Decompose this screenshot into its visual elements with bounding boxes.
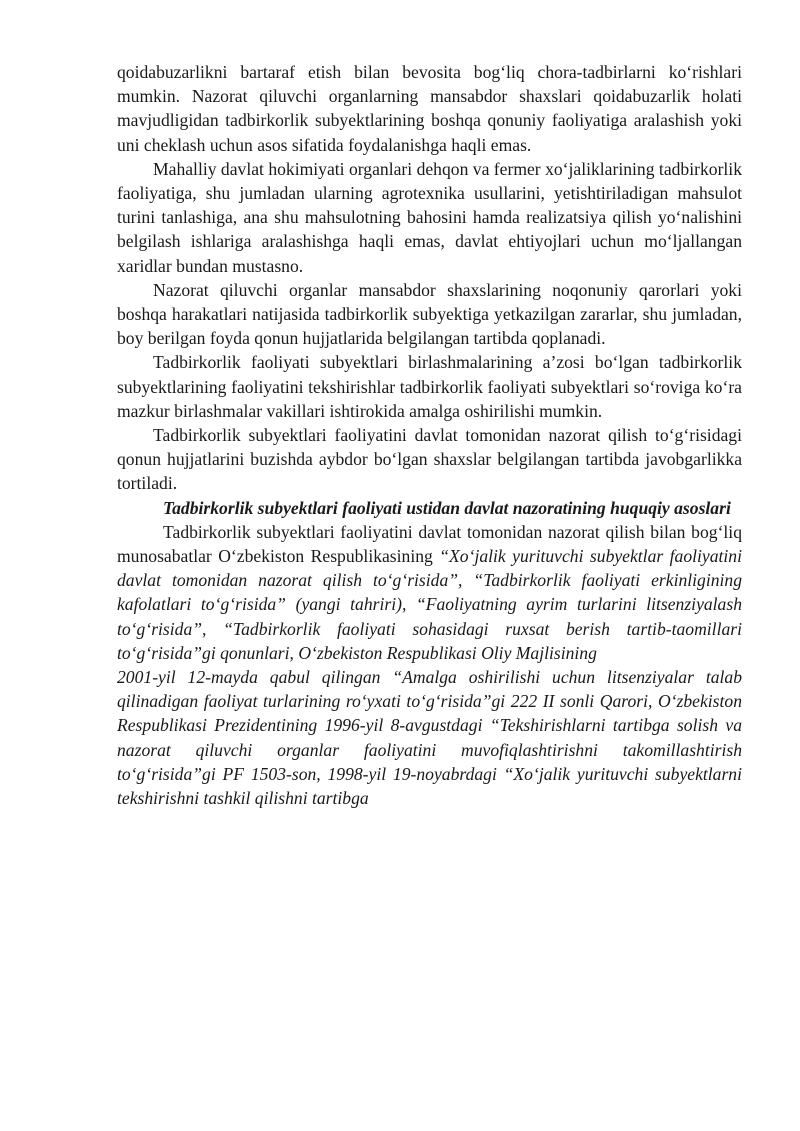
document-page: [117, 60, 742, 810]
paragraph-3: Nazorat qiluvchi organlar mansabdor shaxslarining noqonuniy qarorlari yoki boshqa harakatlari natijasida tadbirkorlik subyektiga yetkazilgan zararlar, shu jumladan, boy berilgan foyda qonun hujjatlarida belgilangan tartibda qoplanadi.: [117, 279, 742, 349]
paragraph-5: Tadbirkorlik subyektlari faoliyatini davlat tomonidan nazorat qilish to‘g‘risidagi qonun hujjatlarini buzishda aybdor bo‘lgan shaxslar belgilangan tartibda javobgarlikka tortiladi.: [117, 425, 742, 494]
section-heading: Tadbirkorlik subyektlari faoliyati ustidan davlat nazoratining huquqiy asoslari: [163, 497, 731, 518]
paragraph-4: Tadbirkorlik faoliyati subyektlari birlashmalarining a’zosi bo‘lgan tadbirkorlik subyektlarining faoliyatini tekshirishlar tadbirkorlik faoliyati subyektlari so‘roviga ko‘ra mazkur birlashmalar vakillari ishtirokida amalga oshirilishi mumkin.: [117, 352, 742, 421]
paragraph-final: [117, 520, 742, 665]
paragraph-final-continued: 2001-yil 12-mayda qabul qilingan “Amalga oshirilishi uchun litsenziyalar talab qilinadigan faoliyat turlarining ro‘yxati to‘g‘risida”gi 222 II sonli Qarori, O‘zbekiston Respublikasi Prezidentining 1996-yil 8-avgustdagi “Tekshirishlarni tartibga solish va nazorat qiluvchi organlar faoliyatini muvofiqlashtirishni takomillashtirish to‘g‘risida”gi PF 1503-son, 1998-yil 19-noyabrdagi “Xo‘jalik yurituvchi subyektlarni tekshirishni tashkil qilishni tartibga: [117, 667, 742, 809]
paragraph-2: Mahalliy davlat hokimiyati organlari dehqon va fermer xo‘jaliklarining tadbirkorlik faoliyatiga, shu jumladan ularning agrotexnika usullarini, yetishtiriladigan mahsulot turini tanlashiga, ana shu mahsulotning bahosini hamda realizatsiya qilish yo‘nalishini belgilash ishlariga aralashishga haqli emas, davlat ehtiyojlari uchun mo‘ljallangan xaridlar bundan mustasno.: [117, 158, 742, 276]
final-italic-text-1: “Xo‘jalik yurituvchi subyektlar faoliyatini davlat tomonidan nazorat qilish to‘g‘risida”, “Tadbirkorlik faoliyati erkinligining kafolatlari to‘g‘risida” (yangi tahriri), “Faoliyatning ayrim turlarini litsenziyalash to‘g‘risida”, “Tadbirkorlik faoliyati sohasidagi ruxsat berish tartib-taomillari to‘g‘risida”gi qonunlari, O‘zbekiston Respublikasi Oliy Majlisining: [117, 546, 742, 663]
paragraph-1: qoidabuzarlikni bartaraf etish bilan bevosita bog‘liq chora-tadbirlarni ko‘rishlari mumkin. Nazorat qiluvchi organlarning mansabdor shaxslari qoidabuzarlik holati mavjudligidan tadbirkorlik subyektlarining boshqa qonuniy faoliyatiga aralashish yoki uni cheklash uchun asos sifatida foydalanishga haqli emas.: [117, 62, 742, 155]
final-lead-text: Tadbirkorlik subyektlari faoliyatini davlat tomonidan nazorat qilish bilan bog‘liq munosabatlar O‘zbekiston Respublikasining: [117, 521, 742, 567]
